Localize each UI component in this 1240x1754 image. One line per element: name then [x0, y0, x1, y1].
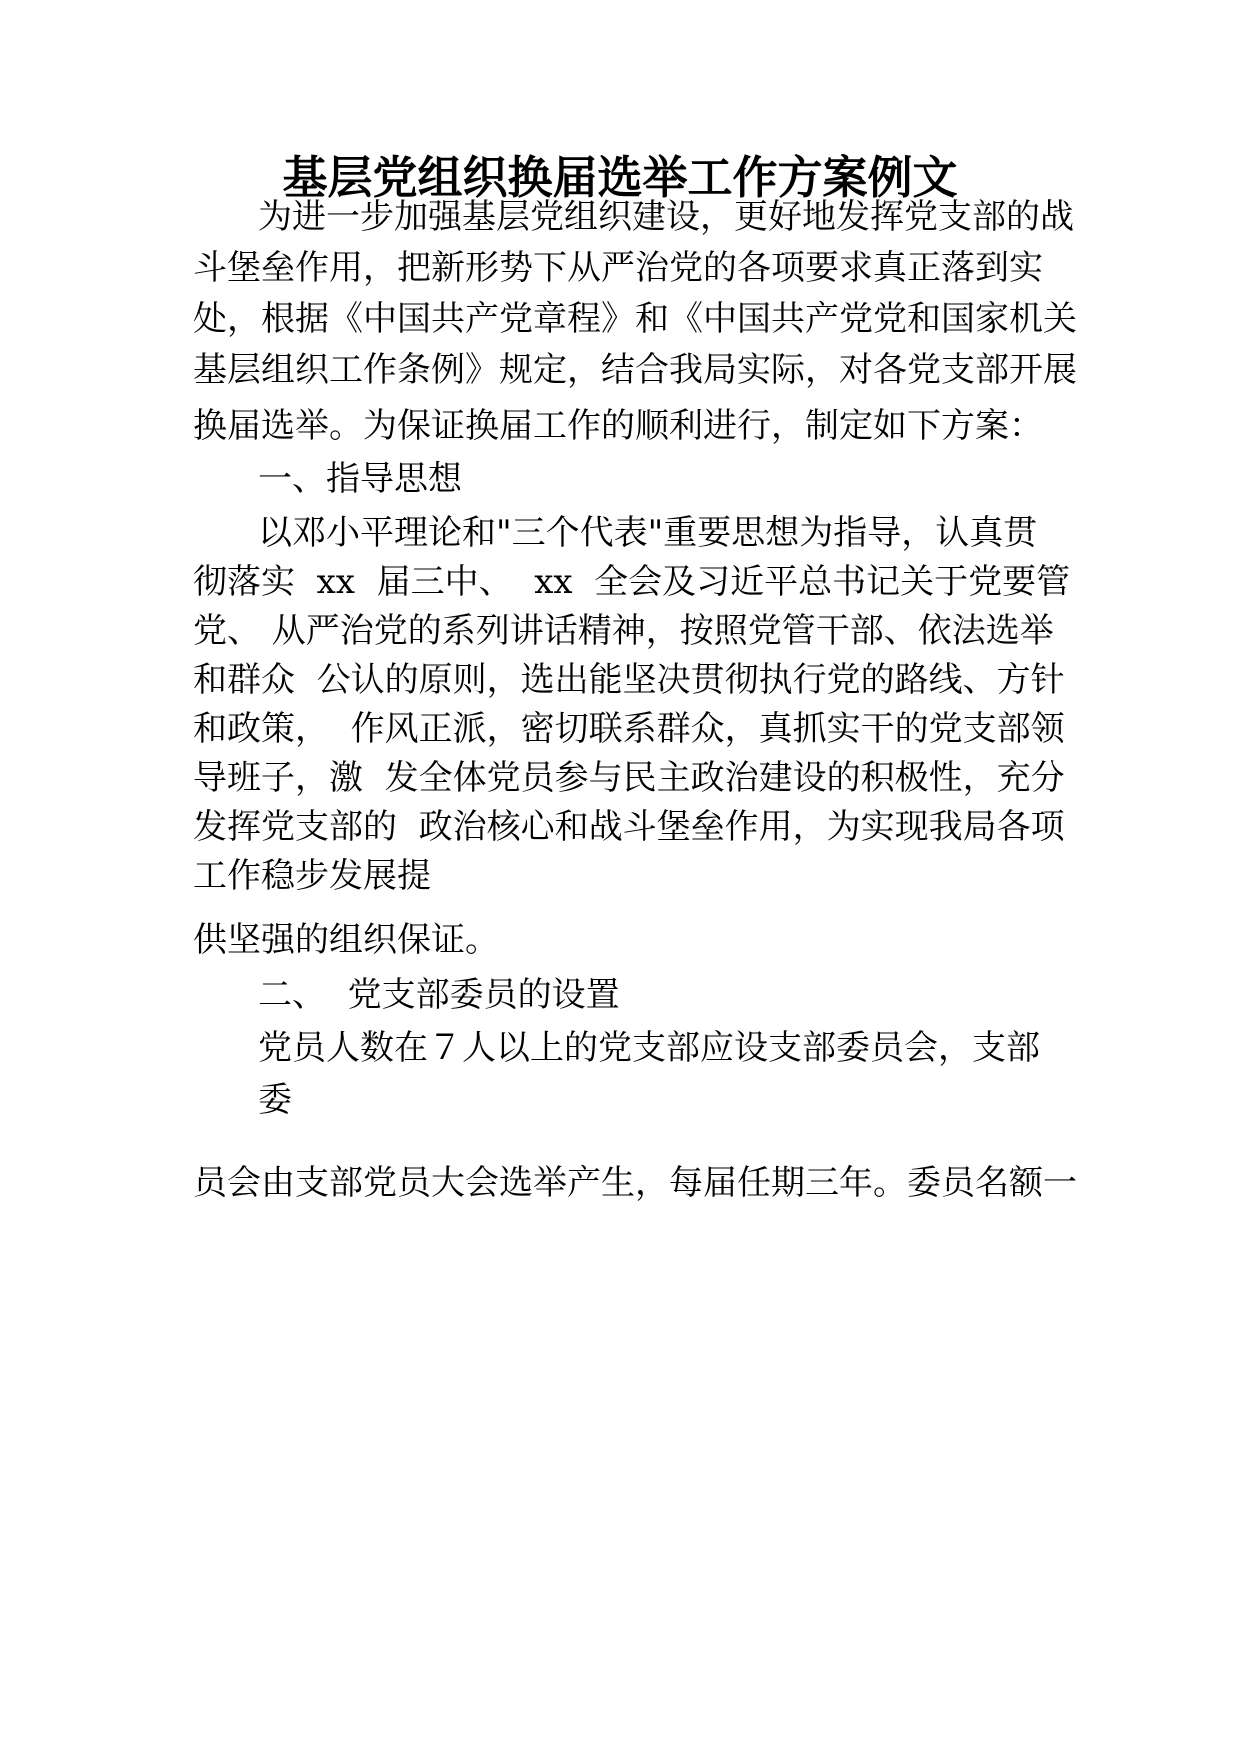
paragraph-line: 彻落实 xx 届三中、 xx 全会及习近平总书记关于党要管 — [193, 562, 1071, 602]
paragraph-line: 供坚强的组织保证。 — [193, 920, 499, 960]
paragraph-line: 党员人数在７人以上的党支部应设支部委员会，支部 — [258, 1028, 1040, 1068]
section-heading: 一、指导思想 — [258, 459, 462, 499]
paragraph-line: 员会由支部党员大会选举产生，每届任期三年。委员名额一 — [193, 1163, 1077, 1203]
paragraph-line: 为进一步加强基层党组织建设，更好地发挥党支部的战 — [258, 197, 1074, 237]
paragraph-line: 党、 从严治党的系列讲话精神，按照党管干部、依法选举 — [193, 611, 1054, 651]
paragraph-line: 斗堡垒作用，把新形势下从严治党的各项要求真正落到实 — [193, 248, 1043, 288]
paragraph-line: 处，根据《中国共产党章程》和《中国共产党党和国家机关 — [193, 299, 1077, 339]
paragraph-line: 换届选举。为保证换届工作的顺利进行，制定如下方案： — [193, 406, 1043, 446]
paragraph-line: 委 — [258, 1080, 292, 1120]
paragraph-line: 工作稳步发展提 — [193, 856, 431, 896]
paragraph-line: 导班子，激 发全体党员参与民主政治建设的积极性，充分 — [193, 758, 1065, 798]
paragraph-line: 基层组织工作条例》规定，结合我局实际，对各党支部开展 — [193, 350, 1077, 390]
section-heading: 二、 党支部委员的设置 — [258, 975, 620, 1015]
paragraph-line: 发挥党支部的 政治核心和战斗堡垒作用，为实现我局各项 — [193, 807, 1065, 847]
paragraph-line: 以邓小平理论和"三个代表"重要思想为指导，认真贯 — [258, 513, 1038, 553]
paragraph-line: 和群众 公认的原则，选出能坚决贯彻执行党的路线、方针 — [193, 660, 1065, 700]
paragraph-line: 和政策， 作风正派，密切联系群众，真抓实干的党支部领 — [193, 709, 1065, 749]
document-title: 基层党组织换届选举工作方案例文 — [282, 151, 958, 204]
